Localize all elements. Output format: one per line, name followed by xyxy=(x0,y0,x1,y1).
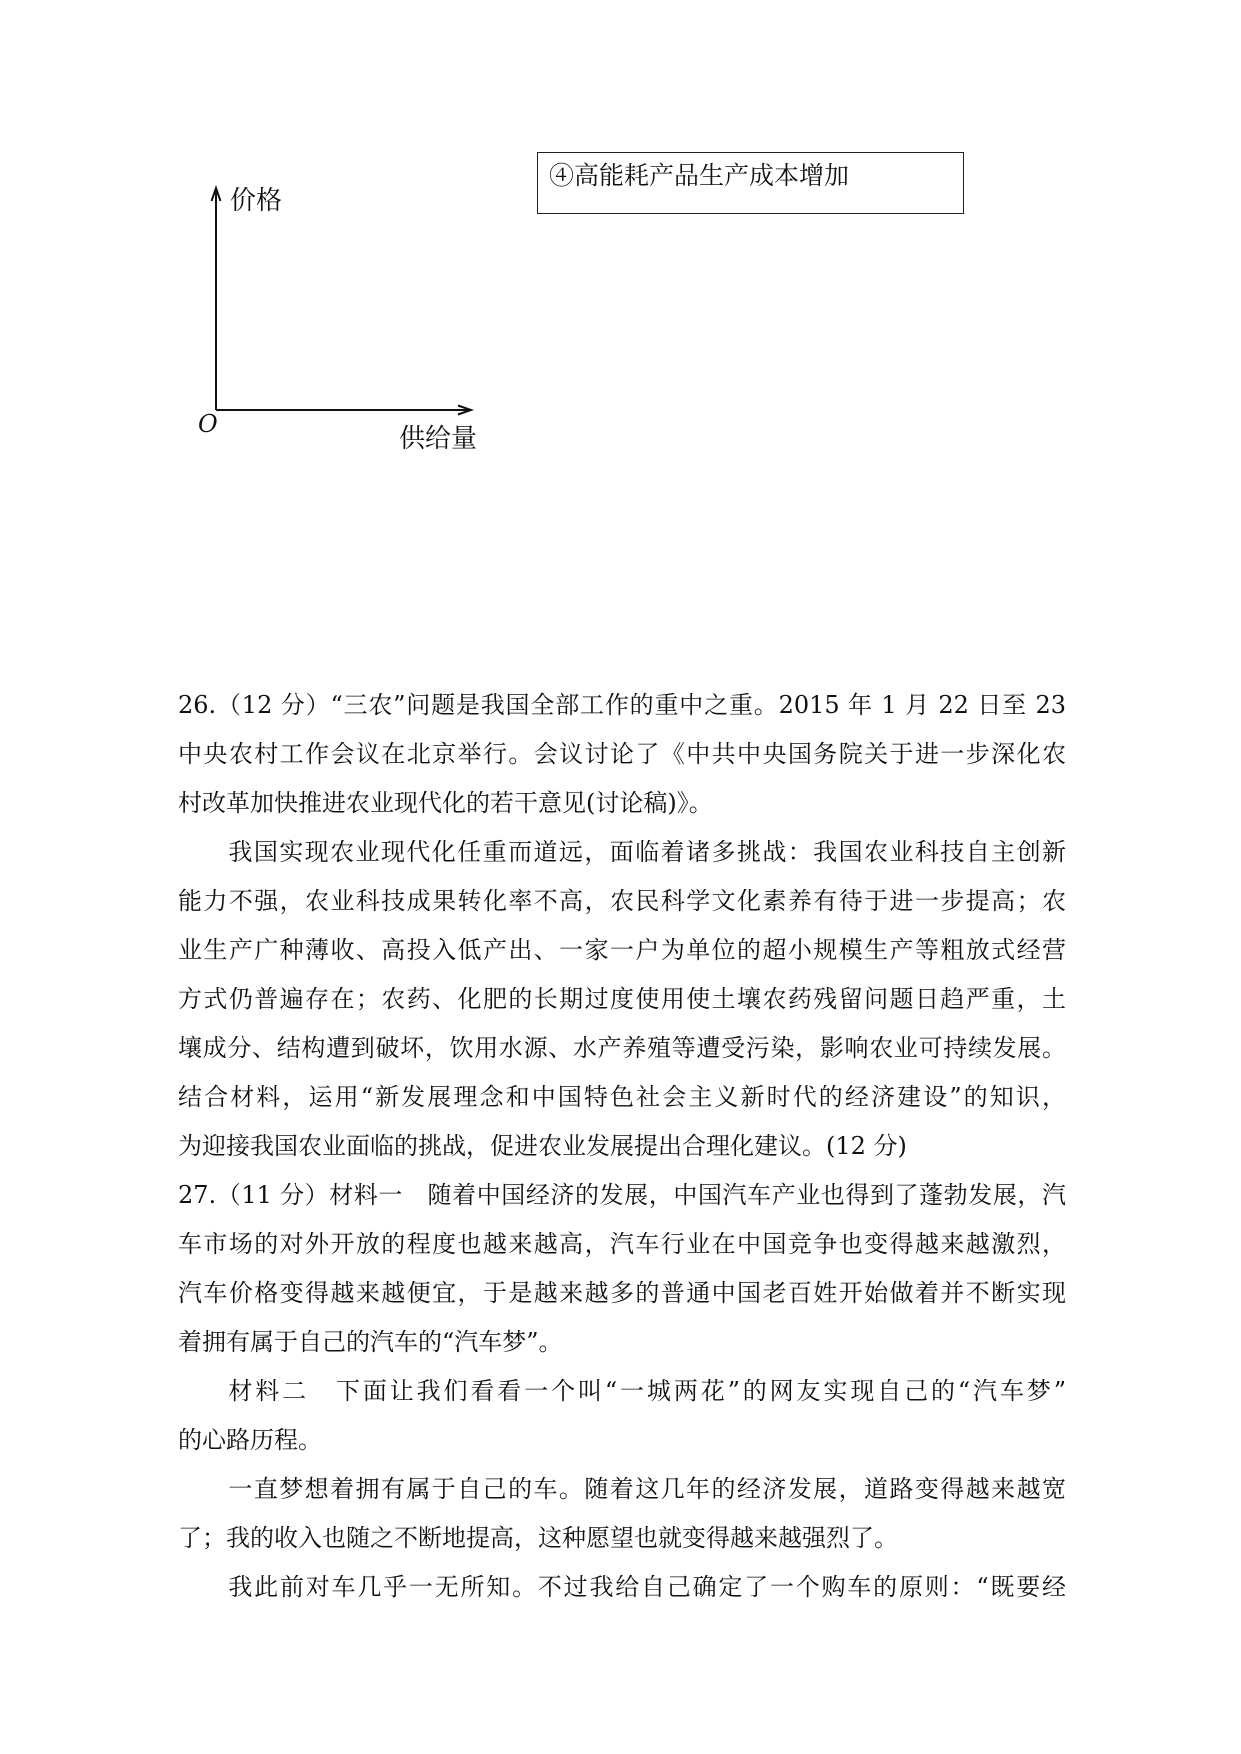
text-line: 一直梦想着拥有属于自己的车。随着这几年的经济发展，道路变得越来越宽 xyxy=(228,1475,1066,1503)
x-axis-label: 供给量 xyxy=(399,424,478,454)
text-line: 结合材料，运用“新发展理念和中国特色社会主义新时代的经济建设”的知识， xyxy=(178,1083,1066,1111)
question-26 xyxy=(178,681,1066,1171)
text-line: 方式仍普遍存在；农药、化肥的长期过度使用使土壤农药残留问题日趋严重，土 xyxy=(178,985,1066,1013)
text-line: 我国实现农业现代化任重而道远，面临着诸多挑战：我国农业科技自主创新 xyxy=(228,838,1066,866)
q27-material-2 xyxy=(178,1367,1066,1465)
q26-paragraph-1 xyxy=(178,681,1066,828)
text-line: 27.（11 分）材料一 随着中国经济的发展，中国汽车产业也得到了蓬勃发展，汽 xyxy=(178,1181,1066,1209)
origin-label: O xyxy=(198,410,218,438)
text-line: 壤成分、结构遭到破坏，饮用水源、水产养殖等遭受污染，影响农业可持续发展。 xyxy=(178,1034,1066,1062)
text-line: 村改革加快推进农业现代化的若干意见(讨论稿)》。 xyxy=(178,789,713,817)
text-line: 26.（12 分）“三农”问题是我国全部工作的重中之重。2015 年 1 月 22 日至 23 xyxy=(178,691,1066,719)
q27-paragraph-4 xyxy=(178,1563,1066,1612)
option-text: ④高能耗产品生产成本增加 xyxy=(549,161,850,190)
question-27 xyxy=(178,1171,1066,1612)
text-line: 汽车价格变得越来越便宜，于是越来越多的普通中国老百姓开始做着并不断实现 xyxy=(178,1279,1066,1307)
y-axis-label: 价格 xyxy=(230,186,283,216)
text-line: 的心路历程。 xyxy=(178,1426,322,1454)
question-text-block xyxy=(178,681,1066,1612)
q27-paragraph-3 xyxy=(178,1465,1066,1563)
text-line: 为迎接我国农业面临的挑战，促进农业发展提出合理化建议。(12 分) xyxy=(178,1132,907,1160)
q27-material-1 xyxy=(178,1171,1066,1367)
text-line: 车市场的对外开放的程度也越来越高，汽车行业在中国竞争也变得越来越激烈， xyxy=(178,1230,1066,1258)
text-line: 中央农村工作会议在北京举行。会议讨论了《中共中央国务院关于进一步深化农 xyxy=(178,740,1066,768)
text-line: 材料二 下面让我们看看一个叫“一城两花”的网友实现自己的“汽车梦” xyxy=(228,1377,1066,1405)
text-line: 我此前对车几乎一无所知。不过我给自己确定了一个购车的原则：“既要经 xyxy=(228,1573,1066,1601)
text-line: 业生产广种薄收、高投入低产出、一家一户为单位的超小规模生产等粗放式经营 xyxy=(178,936,1066,964)
option-box xyxy=(537,152,964,214)
q26-paragraph-2 xyxy=(178,828,1066,1171)
text-line: 了；我的收入也随之不断地提高，这种愿望也就变得越来越强烈了。 xyxy=(178,1524,898,1552)
text-line: 着拥有属于自己的汽车的“汽车梦”。 xyxy=(178,1328,563,1356)
text-line: 能力不强，农业科技成果转化率不高，农民科学文化素养有待于进一步提高；农 xyxy=(178,887,1066,915)
